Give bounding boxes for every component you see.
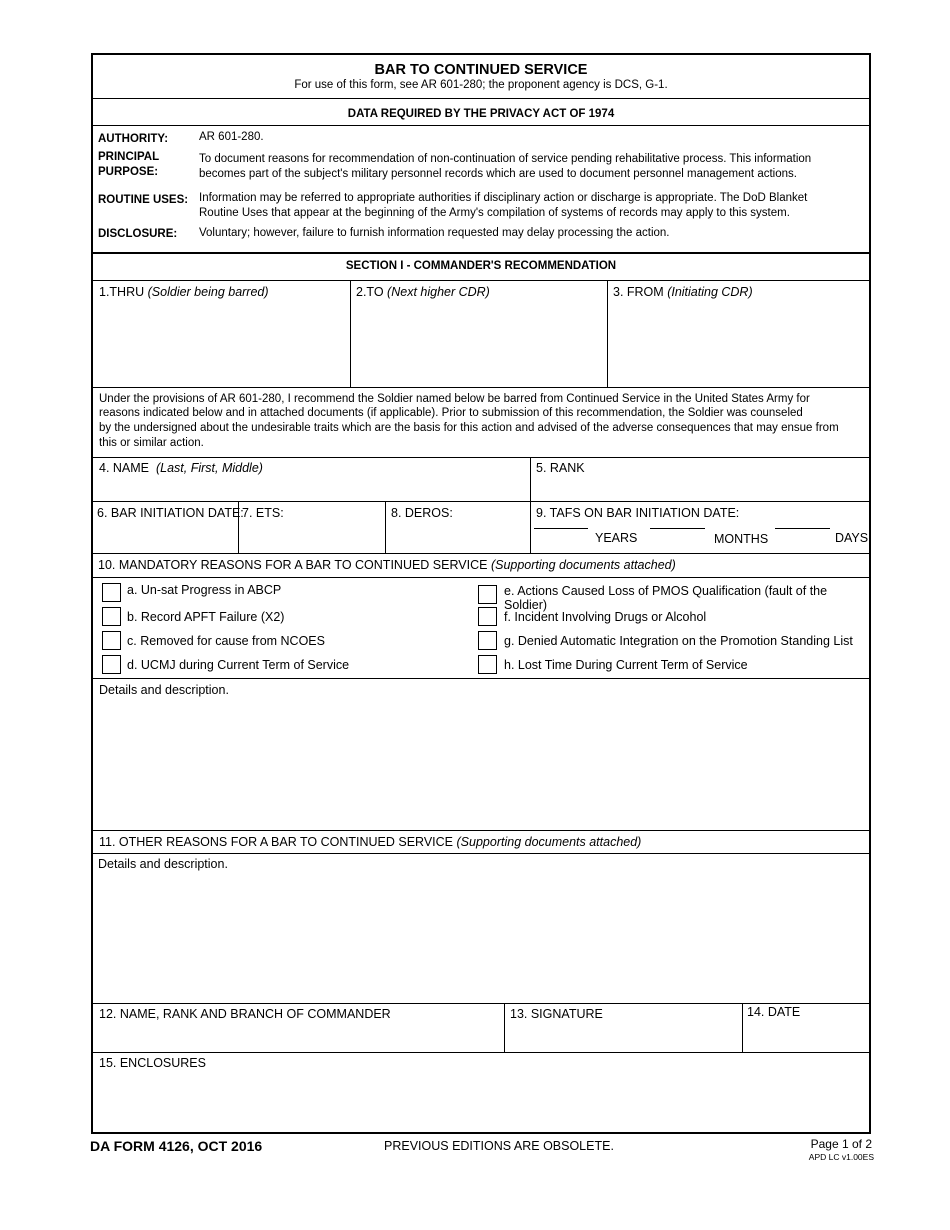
- signature-field[interactable]: [507, 1023, 741, 1049]
- other-label: 11. OTHER REASONS FOR A BAR TO CONTINUED SERVICE (Supporting documents attached): [99, 835, 642, 849]
- divider: [742, 1003, 743, 1052]
- reason-f-checkbox[interactable]: [478, 607, 497, 626]
- days-label: DAYS: [835, 531, 869, 545]
- reason-b-label: b. Record APFT Failure (X2): [127, 610, 285, 624]
- mandatory-details-field[interactable]: [95, 701, 867, 827]
- authority-text: AR 601-280.: [199, 131, 264, 143]
- ets-label: 7. ETS:: [242, 506, 284, 520]
- provision-line-2: reasons indicated below and in attached documents (if applicable). Prior to submission of this recommendation, the Soldier was counseled: [99, 407, 803, 419]
- form-id: DA FORM 4126, OCT 2016: [90, 1138, 263, 1154]
- divider: [238, 501, 239, 553]
- divider: [93, 280, 869, 281]
- signature-label: 13. SIGNATURE: [510, 1007, 603, 1021]
- date-label: 14. DATE: [747, 1005, 801, 1019]
- commander-label: 12. NAME, RANK AND BRANCH OF COMMANDER: [99, 1007, 391, 1021]
- obsolete-notice: PREVIOUS EDITIONS ARE OBSOLETE.: [384, 1139, 614, 1153]
- form-subtitle: For use of this form, see AR 601-280; the proponent agency is DCS, G-1.: [294, 79, 668, 91]
- reason-g-checkbox[interactable]: [478, 631, 497, 650]
- purpose-text-1: To document reasons for recommendation of non-continuation of service pending rehabilitative process. This information: [199, 153, 812, 165]
- purpose-label-2: PURPOSE:: [98, 166, 159, 178]
- divider: [93, 830, 869, 831]
- reason-f-label: f. Incident Involving Drugs or Alcohol: [504, 610, 707, 624]
- from-field[interactable]: [609, 301, 867, 385]
- reason-b-checkbox[interactable]: [102, 607, 121, 626]
- reason-c-checkbox[interactable]: [102, 631, 121, 650]
- years-label: YEARS: [595, 531, 638, 545]
- thru-field[interactable]: [95, 301, 345, 385]
- reason-d-checkbox[interactable]: [102, 655, 121, 674]
- routine-text-1: Information may be referred to appropriate authorities if disciplinary action or discharge is appropriate. The DoD Blanket: [199, 192, 808, 204]
- disclosure-label: DISCLOSURE:: [98, 228, 178, 240]
- months-label: MONTHS: [714, 532, 769, 546]
- divider: [93, 577, 869, 578]
- bar-date-label: 6. BAR INITIATION DATE:: [97, 506, 244, 520]
- mandatory-label: 10. MANDATORY REASONS FOR A BAR TO CONTINUED SERVICE (Supporting documents attached): [98, 558, 676, 572]
- rank-field[interactable]: [533, 477, 867, 499]
- days-field[interactable]: [775, 528, 830, 529]
- routine-text-2: Routine Uses that appear at the beginning of the Army's compilation of systems of records may apply to this system.: [199, 207, 790, 219]
- provision-line-3: by the undersigned about the undesirable traits which are the basis for this action and advised of the adverse consequences that may ensue from: [99, 422, 839, 434]
- reason-h-checkbox[interactable]: [478, 655, 497, 674]
- reason-g-label: g. Denied Automatic Integration on the Promotion Standing List: [504, 634, 853, 648]
- reason-h-label: h. Lost Time During Current Term of Service: [504, 658, 748, 672]
- months-field[interactable]: [650, 528, 705, 529]
- form-title: BAR TO CONTINUED SERVICE: [374, 62, 588, 78]
- purpose-label-1: PRINCIPAL: [98, 151, 160, 163]
- provision-line-4: this or similar action.: [99, 437, 204, 449]
- provision-line-1: Under the provisions of AR 601-280, I recommend the Soldier named below be barred from Continued Service in the United States Army for: [99, 393, 810, 405]
- deros-label: 8. DEROS:: [391, 506, 453, 520]
- reason-e-checkbox[interactable]: [478, 585, 497, 604]
- divider: [93, 1003, 869, 1004]
- from-label: 3. FROM (Initiating CDR): [613, 285, 753, 299]
- divider: [385, 501, 386, 553]
- bar-date-field[interactable]: [95, 521, 235, 551]
- disclosure-text: Voluntary; however, failure to furnish information requested may delay processing the action.: [199, 227, 670, 239]
- divider: [93, 457, 869, 458]
- version-label: APD LC v1.00ES: [808, 1152, 874, 1162]
- thru-label: 1.THRU (Soldier being barred): [99, 285, 269, 299]
- authority-label: AUTHORITY:: [98, 133, 169, 145]
- enclosures-field[interactable]: [95, 1073, 867, 1129]
- enclosures-label: 15. ENCLOSURES: [99, 1056, 206, 1070]
- divider: [93, 125, 869, 126]
- name-label: 4. NAME (Last, First, Middle): [99, 461, 263, 475]
- ets-field[interactable]: [241, 521, 381, 551]
- name-field[interactable]: [95, 477, 527, 499]
- divider: [93, 252, 869, 254]
- divider: [530, 457, 531, 502]
- reason-a-label: a. Un-sat Progress in ABCP: [127, 583, 282, 597]
- divider: [93, 553, 869, 554]
- divider: [93, 853, 869, 854]
- divider: [350, 280, 351, 387]
- section-heading: SECTION I - COMMANDER'S RECOMMENDATION: [345, 260, 617, 272]
- to-label: 2.TO (Next higher CDR): [356, 285, 490, 299]
- page-number: Page 1 of 2: [810, 1137, 872, 1151]
- date-field[interactable]: [745, 1023, 867, 1049]
- routine-label: ROUTINE USES:: [98, 194, 189, 206]
- reason-d-label: d. UCMJ during Current Term of Service: [127, 658, 350, 672]
- divider: [530, 501, 531, 553]
- tafs-label: 9. TAFS ON BAR INITIATION DATE:: [536, 506, 740, 520]
- divider: [93, 98, 869, 99]
- commander-field[interactable]: [95, 1023, 501, 1049]
- reason-a-checkbox[interactable]: [102, 583, 121, 602]
- divider: [93, 501, 869, 502]
- details-label-1: Details and description.: [99, 683, 229, 697]
- divider: [93, 1052, 869, 1053]
- divider: [504, 1003, 505, 1052]
- divider: [93, 678, 869, 679]
- other-details-field[interactable]: [95, 875, 867, 1001]
- privacy-heading: DATA REQUIRED BY THE PRIVACY ACT OF 1974: [347, 108, 615, 120]
- to-field[interactable]: [352, 301, 604, 385]
- form-page: [91, 53, 871, 1134]
- reason-e-label: e. Actions Caused Loss of PMOS Qualification (fault of the Soldier): [504, 584, 828, 612]
- purpose-text-2: becomes part of the subject's military personnel records which are used to document personnel management actions.: [199, 168, 797, 180]
- reason-c-label: c. Removed for cause from NCOES: [127, 634, 325, 648]
- details-label-2: Details and description.: [98, 857, 228, 871]
- divider: [93, 387, 869, 388]
- deros-field[interactable]: [389, 521, 529, 551]
- years-field[interactable]: [534, 528, 588, 529]
- rank-label: 5. RANK: [536, 461, 585, 475]
- divider: [607, 280, 608, 387]
